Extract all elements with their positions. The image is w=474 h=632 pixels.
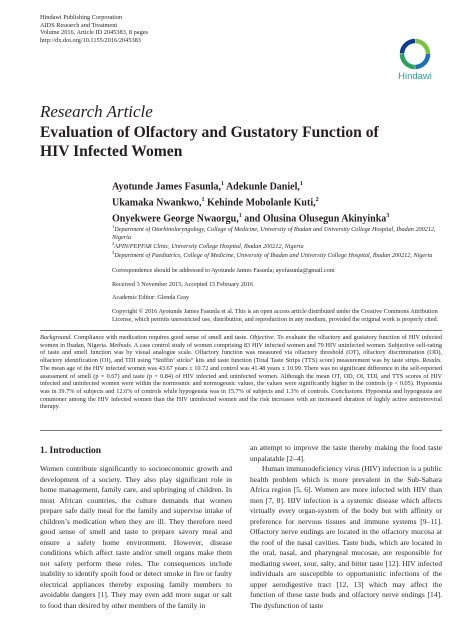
abstract-text: Hyposmia and hypogeusia are commoner among the HIV infected women than the HIV uninfected women and the risk increases with an increased duration of highly active antiretroviral therapy. [40,387,442,411]
affiliation-text: Department of Paediatrics, College of Medicine, University of Ibadan and University College Hospital, Ibadan 200212, Nigeria [114,252,433,260]
hindawi-logo-word: Hindawi [398,71,432,82]
article-title: Evaluation of Olfactory and Gustatory Function of HIV Infected Women [40,124,379,160]
author-affil: 1 [201,196,205,203]
copyright-notice: Copyright © 2016 Ayotunde James Fasunla et al. This is an open access article distributed under the Creative Commons Attribution License, which permits unrestricted use, distribution, and reproduction in any medium, provided the original work is properly cited. [112,308,439,323]
author-name: Ukamaka Nwankwo, [112,197,202,209]
abstract-label-results: Results. [422,357,442,365]
body-paragraph: an attempt to improve the taste thereby making the food taste unpalatable [2–4]. [250,443,442,463]
journal-header [40,14,148,44]
author-affil: 1 [238,212,242,219]
abstract-text: To evaluate the olfactory and gustatory function of HIV infected women in Ibadan, Nigeria. [40,334,442,349]
abstract-label-objective: Objective. [249,334,276,341]
abstract-text: A case control study of women comprising 83 HIV infected women and 79 HIV uninfected women. Subjective self-rating of taste and smell function was by visual analogue scale. Olfactory function was measured via olfactory threshold (OT), olfactory discrimination (OD), olfactory identification (OI), and TDI using “Sniffin’ sticks” kits and taste function (Total Taste Strips (TTS) score) measurement was by taste strips. [40,341,442,365]
abstract-label-conclusions: Conclusions. [331,387,364,395]
author-list [112,178,412,226]
author-affil: 2 [315,196,319,203]
body-column-left [40,464,232,611]
author-affil: 1 [299,181,303,187]
affiliation-number: 3 [112,250,115,255]
body-column-right [250,443,442,611]
author-name: Ayotunde James Fasunla, [112,181,221,193]
abstract-label-methods: Methods. [109,341,133,349]
article-dates: Received 3 November 2015; Accepted 15 February 2016 [112,281,254,288]
author-affil: 3 [386,212,390,219]
section-heading: 1. Introduction [40,446,102,456]
author-name: and Olusina Olusegun Akinyinka [241,213,387,225]
author-name: Adekunle Daniel, [224,181,300,193]
header-line: AIDS Research and Treatment [40,21,118,29]
affiliation-text: APIN/PEPFAR Clinic, University College Hospital, Ibadan 200212, Nigeria [114,243,304,251]
abstract-text: The mean age of the HIV infected women was 43.67 years ± 10.72 and control was 41.48 years ± 10.99. There was no significant difference in the self-reported assessment of smell (p = 0.67) and taste (p = 0.84) of HIV infected and uninfected women. Although the mean OT, OD, OI, TDI, and TTS scores of HIV infected and uninfected women were within the normosmic and normogeusic values, the values were significantly higher in the controls (p < 0.05). Hyposmia was in 39.7% of subjects and 12.6% of controls while hypogeusia was in 15.7% of subjects and 1.3% of controls. [40,364,442,395]
abstract [40,334,442,411]
header-line: Hindawi Publishing Corporation [40,14,123,21]
author-name: Kehinde Mobolanle Kuti, [204,197,316,209]
academic-editor: Academic Editor: Glenda Gray [112,294,190,301]
abstract-top-rule [40,330,442,331]
article-type: Research Article [40,102,153,121]
author-name: Onyekwere George Nwaorgu, [112,213,239,225]
abstract-text: Compliance with medication requires good sense of smell and taste. [71,334,250,341]
author-affil: 1 [221,181,224,187]
header-line: Volume 2016, Article ID 2045383, 8 pages [40,29,148,37]
affiliation-text: Department of Otorhinolaryngology, College of Medicine, University of Ibadan and University College Hospital, Ibadan 200212, Nigeria [112,226,436,241]
abstract-label-background: Background. [40,334,72,341]
body-paragraph: Human immunodeficiency virus (HIV) infection is a public health problem which is more prevalent in the Sub-Sahara Africa region [5, 6]. Women are more infected with HIV than men [7, 8]. HIV infection is a systemic disease which affects virtually every organ-system of the body but with affinity or preference for nervous tissues and immune systems [9–11]. Olfactory nerve endings are located in the olfactory mucosa at the roof of the nasal cavities. Taste buds, which are located in the oral, nasal, and pharyngeal mucosae, are responsible for mediating sweet, sour, salty, and bitter taste [12]. HIV infected individuals are susceptible to opportunistic infections of the upper aerodigestive tract [12, 13] which may affect the function of these taste buds and olfactory nerve endings [14]. The dysfunction of taste [250,464,442,610]
affiliation-number: 1 [112,224,115,229]
affiliation [112,223,442,241]
header-line: http://dx.doi.org/10.1155/2016/2045383 [40,36,141,44]
body-paragraph: Women contribute significantly to socioeconomic growth and development of a society. They also play significant role in home management, family care, and upbringing of children. In most African countries, the culture demands that women prepare safe daily meal for the family and supervise intake of children’s medication when they are ill. They therefore need good sense of smell and taste to prepare savory meal and ensure a safety home environment. However, disease conditions which affect taste and/or smell organs make them not safety perform these roles. The consequences include inability to identify spoilt food or detect smoke in fire or faulty electrical appliances thereby exposing family members to avoidable dangers [1]. They may even add more sugar or salt to food than desired by other members of the family in [40,464,232,610]
affiliation-number: 2 [112,241,115,246]
affiliation [112,249,442,260]
abstract-bottom-rule [40,430,442,431]
correspondence: Correspondence should be addressed to Ayotunde James Fasunla; ayofasunla@gmail.com [112,267,335,274]
